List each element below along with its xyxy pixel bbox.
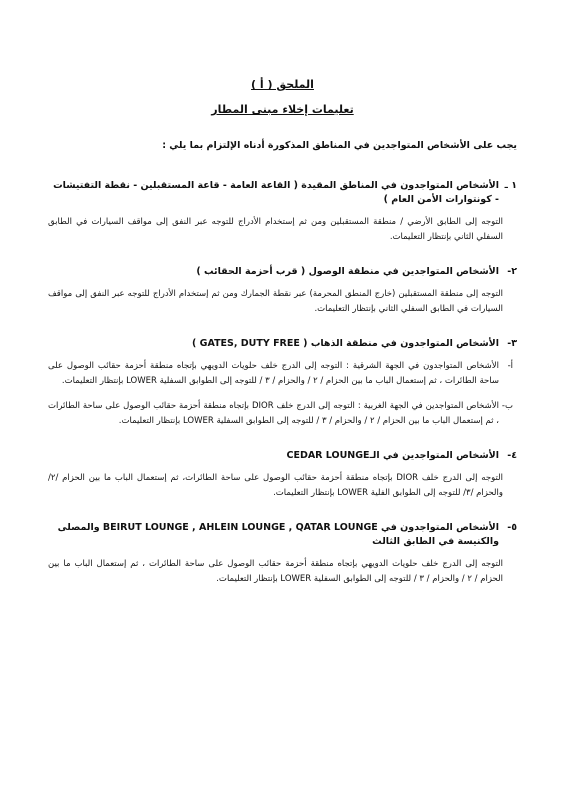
subsection-body: الأشخاص المتواجدون في الجهة الشرقية : التوجه إلى الدرج خلف حلويات الدويهي بإتجاه منطقة أحزمة حقائب الوصول على ساحة الطائرات ، ثم إستعمال الباب ما بين الحزام / ٢ / والحزام / ٣ / للتوجه إلى الطوابق السفلية LOWER بإنتظار التعليمات. bbox=[48, 361, 499, 386]
section-number: ١ ـ bbox=[504, 180, 517, 191]
section-number: ٤- bbox=[507, 450, 517, 461]
annex-label: الملحق ( أ ) bbox=[251, 78, 314, 91]
intro-text: يجب على الأشخاص المتواجدين في المناطق المذكورة أدناه الإلتزام بما يلي : bbox=[162, 140, 517, 151]
section-number: ٢- bbox=[507, 266, 517, 277]
subsection-marker: أ- bbox=[507, 361, 513, 371]
subsection-b bbox=[48, 399, 513, 429]
section-number: ٣- bbox=[507, 338, 517, 349]
section-body: التوجه إلى الدرج خلف DIOR بإتجاه منطقة أحزمة حقائب الوصول على ساحة الطائرات، ثم إستعمال الباب ما بين الحزام /٢/ والحزام /٣/ للتوجه إلى الطوابق الفلية LOWER بإنتظار التعليمات. bbox=[48, 473, 503, 498]
section-heading: الأشخاص المتواجدون في منطقة الذهاب ( GATES, DUTY FREE ) bbox=[192, 338, 499, 349]
section-4 bbox=[48, 449, 517, 501]
subsection-marker: ب- bbox=[501, 401, 513, 411]
subsection-body: الأشخاص المتواجدين في الجهة الغربية : التوجه إلى الدرج خلف DIOR بإتجاه منطقة أحزمة حقائب الوصول على ساحة الطائرات ، ثم إستعمال الباب ما بين الحزام / ٢ / والحزام / ٣ / للتوجه إلى الطوابق السفلية LOWER بإنتظار التعليمات. bbox=[48, 401, 499, 426]
section-heading: الأشخاص المتواجدون في المناطق المقيدة ( القاعة العامة - قاعة المستقبلين - نقطة التفتيشات - كونتوارات الأمن العام ) bbox=[53, 180, 499, 205]
section-3 bbox=[48, 337, 517, 429]
section-heading: الأشخاص المتواجدين في منطقة الوصول ( قرب أحزمة الحقائب ) bbox=[196, 266, 499, 277]
subsection-a bbox=[48, 359, 513, 389]
section-body: التوجه إلى الطابق الأرضي / منطقة المستقبلين ومن ثم إستخدام الأدراج للتوجه عبر النفق إلى مواقف السيارات في الطابق السفلي الثاني بإنتظار التعليمات. bbox=[48, 217, 503, 242]
page-title: تعليمات إخلاء مبنى المطار bbox=[211, 103, 354, 116]
section-body: التوجه إلى الدرج خلف حلويات الدويهي بإتجاه منطقة أحزمة حقائب الوصول على ساحة الطائرات ، ثم إستعمال الباب ما بين الحزام / ٢ / والحزام / ٣ / للتوجه إلى الطوابق السفلية LOWER بإنتظار التعليمات. bbox=[48, 559, 503, 584]
section-2 bbox=[48, 265, 517, 317]
section-number: ٥- bbox=[507, 522, 517, 533]
section-heading: الأشخاص المتواجدون في BEIRUT LOUNGE , AHLEIN LOUNGE , QATAR LOUNGE والمصلى والكنيسة في الطابق الثالث bbox=[57, 522, 499, 547]
section-5 bbox=[48, 521, 517, 587]
section-1 bbox=[48, 179, 517, 245]
section-body: التوجه إلى منطقة المستقبلين (خارج المنطق المحرمة) عبر نقطة الجمارك ومن ثم إستخدام الأدراج للتوجه عبر النفق إلى مواقف السيارات في الطابق السفلي الثاني بإنتظار التعليمات. bbox=[48, 289, 503, 314]
section-heading: الأشخاص المتواجدين في الـCEDAR LOUNGE bbox=[286, 450, 499, 461]
